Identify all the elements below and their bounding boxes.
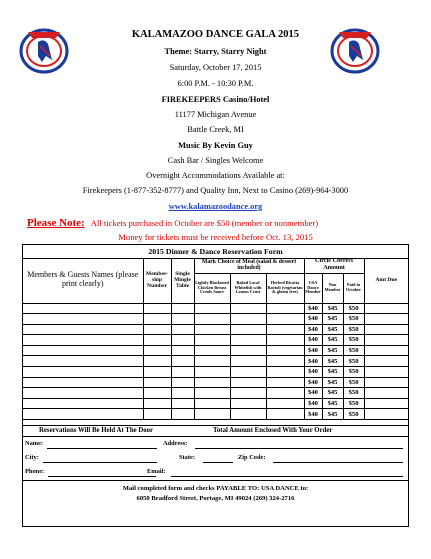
non-member-price[interactable]: $45 <box>322 345 343 356</box>
single-mingle-cell[interactable] <box>171 356 194 367</box>
reservation-table <box>23 258 408 420</box>
address-field[interactable] <box>195 448 403 449</box>
usa-member-price[interactable]: $40 <box>304 335 322 346</box>
meal-ravioli-cell[interactable] <box>266 388 304 399</box>
membership-cell[interactable] <box>143 356 171 367</box>
contact-fields <box>23 436 408 481</box>
name-cell[interactable] <box>23 303 143 314</box>
paid-october-price[interactable]: $50 <box>343 356 364 367</box>
meal-ravioli-cell[interactable] <box>266 398 304 409</box>
non-member-price[interactable]: $45 <box>322 303 343 314</box>
table-row <box>23 356 408 367</box>
meal-chicken-cell[interactable] <box>194 367 230 378</box>
meal-ravioli-cell[interactable] <box>266 324 304 335</box>
paid-october-price[interactable]: $50 <box>343 314 364 325</box>
table-row <box>23 398 408 409</box>
paid-october-price[interactable]: $50 <box>343 324 364 335</box>
table-row <box>23 345 408 356</box>
amount-due-cell[interactable] <box>364 356 408 367</box>
non-member-price[interactable]: $45 <box>322 377 343 388</box>
table-row <box>23 367 408 378</box>
meal-chicken-cell[interactable] <box>194 345 230 356</box>
meal-chicken-cell[interactable] <box>194 388 230 399</box>
meal-ravioli-cell[interactable] <box>266 303 304 314</box>
amount-due-cell[interactable] <box>364 367 408 378</box>
table-row <box>23 377 408 388</box>
usa-member-price[interactable]: $40 <box>304 345 322 356</box>
name-cell[interactable] <box>23 388 143 399</box>
membership-cell[interactable] <box>143 367 171 378</box>
single-mingle-cell[interactable] <box>171 314 194 325</box>
single-mingle-cell[interactable] <box>171 345 194 356</box>
meal-whitefish-header: Baked Local Whitefish with Lemon Crust <box>230 273 266 303</box>
membership-cell[interactable] <box>143 398 171 409</box>
website-link[interactable]: www.kalamazoodance.org <box>168 202 263 211</box>
total-note: Total Amount Enclosed With Your Order <box>213 427 333 434</box>
amount-due-cell[interactable] <box>364 314 408 325</box>
amount-due-cell[interactable] <box>364 345 408 356</box>
meal-chicken-cell[interactable] <box>194 377 230 388</box>
non-member-price[interactable]: $45 <box>322 314 343 325</box>
meal-chicken-header: Lightly Blackened Chicken Breast Creole Sauce <box>194 273 230 303</box>
usa-member-price[interactable]: $40 <box>304 388 322 399</box>
usa-member-price[interactable]: $40 <box>304 303 322 314</box>
state-label: State: <box>179 454 195 461</box>
membership-cell[interactable] <box>143 335 171 346</box>
meal-chicken-cell[interactable] <box>194 314 230 325</box>
membership-cell[interactable] <box>143 388 171 399</box>
city-field[interactable] <box>43 462 157 463</box>
paid-october-price[interactable]: $50 <box>343 367 364 378</box>
non-member-price[interactable]: $45 <box>322 367 343 378</box>
paid-october-price[interactable]: $50 <box>343 388 364 399</box>
email-label: Email: <box>147 468 166 475</box>
usa-member-price[interactable]: $40 <box>304 409 322 420</box>
single-mingle-cell[interactable] <box>171 335 194 346</box>
paid-october-price[interactable]: $50 <box>343 409 364 420</box>
meal-whitefish-cell[interactable] <box>230 314 266 325</box>
paid-october-price[interactable]: $50 <box>343 303 364 314</box>
members-names-header: Members & Guests Names (please print clearly) <box>23 258 143 303</box>
usa-member-price[interactable]: $40 <box>304 324 322 335</box>
amount-due-cell[interactable] <box>364 303 408 314</box>
event-date: Saturday, October 17, 2015 <box>169 63 262 72</box>
table-row <box>23 335 408 346</box>
music-credit: Music By Kevin Guy <box>178 141 253 150</box>
meal-whitefish-cell[interactable] <box>230 356 266 367</box>
name-cell[interactable] <box>23 335 143 346</box>
membership-cell[interactable] <box>143 409 171 420</box>
name-cell[interactable] <box>23 377 143 388</box>
usa-member-price[interactable]: $40 <box>304 377 322 388</box>
cash-bar-note: Cash Bar / Singles Welcome <box>167 156 264 165</box>
membership-number-header: Member-ship Number <box>143 258 171 303</box>
meal-whitefish-cell[interactable] <box>230 409 266 420</box>
membership-cell[interactable] <box>143 314 171 325</box>
name-cell[interactable] <box>23 409 143 420</box>
venue-street: 11177 Michigan Avenue <box>174 110 257 119</box>
phone-field[interactable] <box>48 476 156 477</box>
reservation-form <box>22 244 409 527</box>
table-row <box>23 388 408 399</box>
mailing-instructions <box>23 480 408 517</box>
paid-october-price[interactable]: $50 <box>343 398 364 409</box>
zip-label: Zip Code: <box>238 454 266 461</box>
single-mingle-cell[interactable] <box>171 303 194 314</box>
state-field[interactable] <box>203 462 233 463</box>
mail-line-2: 6050 Bradford Street, Portage, MI 49024 (269) 324-2716 <box>136 495 295 502</box>
please-note <box>27 217 427 229</box>
name-cell[interactable] <box>23 398 143 409</box>
name-cell[interactable] <box>23 356 143 367</box>
meal-whitefish-cell[interactable] <box>230 367 266 378</box>
amount-due-cell[interactable] <box>364 377 408 388</box>
single-mingle-cell[interactable] <box>171 409 194 420</box>
membership-cell[interactable] <box>143 324 171 335</box>
zip-field[interactable] <box>273 462 403 463</box>
meal-chicken-cell[interactable] <box>194 303 230 314</box>
paid-october-price[interactable]: $50 <box>343 377 364 388</box>
meal-chicken-cell[interactable] <box>194 398 230 409</box>
paid-october-price-header: Paid in October <box>343 273 364 303</box>
table-row <box>23 314 408 325</box>
membership-cell[interactable] <box>143 345 171 356</box>
meal-ravioli-cell[interactable] <box>266 345 304 356</box>
amount-due-cell[interactable] <box>364 324 408 335</box>
single-mingle-cell[interactable] <box>171 324 194 335</box>
amount-due-header: Amt Due <box>364 258 408 303</box>
meal-whitefish-cell[interactable] <box>230 398 266 409</box>
amount-due-cell[interactable] <box>364 388 408 399</box>
paid-october-price[interactable]: $50 <box>343 335 364 346</box>
meal-whitefish-cell[interactable] <box>230 388 266 399</box>
meal-whitefish-cell[interactable] <box>230 324 266 335</box>
meal-choice-header: Mark Choice of Meal (salad & dessert included) <box>194 258 304 273</box>
reservation-footer <box>23 425 408 436</box>
event-title: KALAMAZOO DANCE GALA 2015 <box>131 29 300 40</box>
city-label: City: <box>25 454 39 461</box>
meal-ravioli-cell[interactable] <box>266 367 304 378</box>
paid-october-price[interactable]: $50 <box>343 345 364 356</box>
event-time: 6:00 P.M. - 10:30 P.M. <box>177 79 254 88</box>
meal-ravioli-cell[interactable] <box>266 314 304 325</box>
event-venue: FIREKEEPERS Casino/Hotel <box>161 95 270 104</box>
meal-whitefish-cell[interactable] <box>230 345 266 356</box>
phone-label: Phone: <box>25 468 45 475</box>
membership-cell[interactable] <box>143 377 171 388</box>
amount-due-cell[interactable] <box>364 409 408 420</box>
non-member-price[interactable]: $45 <box>322 335 343 346</box>
meal-whitefish-cell[interactable] <box>230 377 266 388</box>
name-cell[interactable] <box>23 324 143 335</box>
amount-due-cell[interactable] <box>364 335 408 346</box>
name-cell[interactable] <box>23 367 143 378</box>
table-row <box>23 303 408 314</box>
name-field[interactable] <box>47 448 157 449</box>
meal-ravioli-cell[interactable] <box>266 377 304 388</box>
meal-chicken-cell[interactable] <box>194 356 230 367</box>
usa-member-price[interactable]: $40 <box>304 356 322 367</box>
meal-ravioli-cell[interactable] <box>266 356 304 367</box>
usa-member-price[interactable]: $40 <box>304 314 322 325</box>
accommodations-note: Overnight Accommodations Available at: <box>146 171 285 180</box>
deadline-note: Money for tickets must be received before Oct. 13, 2015 <box>118 232 313 242</box>
non-member-price[interactable]: $45 <box>322 356 343 367</box>
usa-member-price-header: USA Dance Member <box>304 273 322 303</box>
event-theme: Theme: Starry, Starry Night <box>164 47 267 56</box>
non-member-price[interactable]: $45 <box>322 388 343 399</box>
meal-ravioli-header: Herbed Ricotta Ravioli (vegetarian & gluten free) <box>266 273 304 303</box>
reservations-note: Reservations Will Be Held At The Door <box>39 427 154 434</box>
single-mingle-cell[interactable] <box>171 377 194 388</box>
non-member-price[interactable]: $45 <box>322 409 343 420</box>
address-label: Address: <box>163 440 188 447</box>
meal-ravioli-cell[interactable] <box>266 335 304 346</box>
mail-line-1: Mail completed form and checks PAYABLE TO: USA DANCE to: <box>122 485 309 492</box>
non-member-price[interactable]: $45 <box>322 398 343 409</box>
single-mingle-cell[interactable] <box>171 398 194 409</box>
please-note-text: All tickets purchased in October are $50 (member or nonmember) <box>90 218 319 228</box>
non-member-price[interactable]: $45 <box>322 324 343 335</box>
meal-whitefish-cell[interactable] <box>230 335 266 346</box>
email-field[interactable] <box>171 476 403 477</box>
meal-whitefish-cell[interactable] <box>230 303 266 314</box>
circle-amount-header: Circle Correct Amount <box>304 258 364 273</box>
table-row <box>23 409 408 420</box>
hotel-phones: Firekeepers (1-877-352-8777) and Quality Inn, Next to Casino (269)-964-3000 <box>82 186 349 195</box>
name-cell[interactable] <box>23 345 143 356</box>
please-note-label: Please Note: <box>27 217 85 229</box>
name-label: Name: <box>25 440 44 447</box>
meal-chicken-cell[interactable] <box>194 324 230 335</box>
venue-city: Battle Creek, MI <box>187 125 244 134</box>
amount-due-cell[interactable] <box>364 398 408 409</box>
usa-member-price[interactable]: $40 <box>304 367 322 378</box>
meal-chicken-cell[interactable] <box>194 335 230 346</box>
membership-cell[interactable] <box>143 303 171 314</box>
meal-ravioli-cell[interactable] <box>266 409 304 420</box>
name-cell[interactable] <box>23 314 143 325</box>
non-member-price-header: Non Member <box>322 273 343 303</box>
meal-chicken-cell[interactable] <box>194 409 230 420</box>
form-title: 2015 Dinner & Dance Reservation Form <box>23 245 408 259</box>
single-mingle-header: Single Mingle Table <box>171 258 194 303</box>
single-mingle-cell[interactable] <box>171 388 194 399</box>
table-row <box>23 324 408 335</box>
usa-member-price[interactable]: $40 <box>304 398 322 409</box>
single-mingle-cell[interactable] <box>171 367 194 378</box>
